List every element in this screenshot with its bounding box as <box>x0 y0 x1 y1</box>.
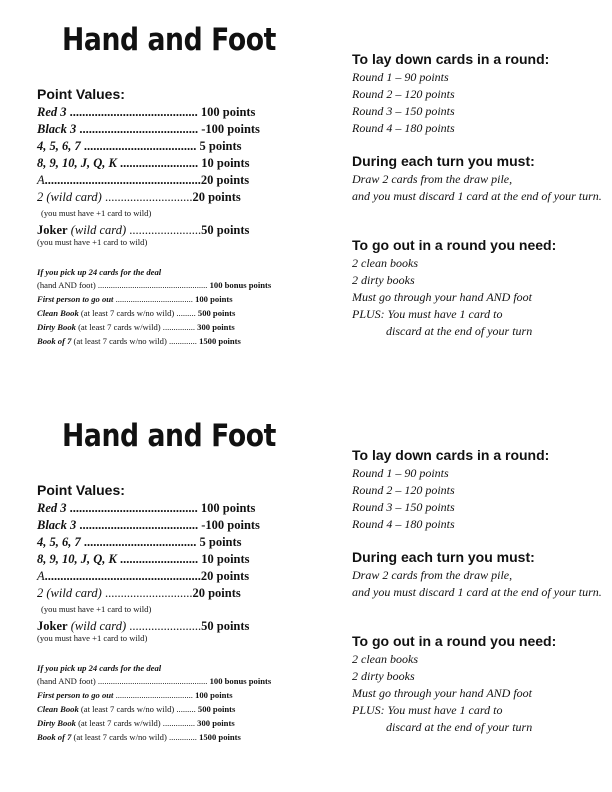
point-row-red3: Red 3 ......................................... 100 points <box>37 105 256 119</box>
go-out-line: 2 clean books <box>352 652 418 666</box>
wild-note: (you must have +1 card to wild) <box>41 604 152 614</box>
bonus-row-first-out: First person to go out .................................... 100 points <box>37 690 233 700</box>
round-line: Round 4 – 180 points <box>352 517 455 531</box>
bonus-row-dirty-book: Dirty Book (at least 7 cards w/wild) ............... 300 points <box>37 718 235 728</box>
bonus-row-dirty-book: Dirty Book (at least 7 cards w/wild) ............... 300 points <box>37 322 235 332</box>
turn-line: Draw 2 cards from the draw pile, <box>352 172 513 186</box>
go-out-line: 2 clean books <box>352 256 418 270</box>
go-out-line: discard at the end of your turn <box>386 720 533 734</box>
point-row-black3: Black 3 ...................................... -100 points <box>37 122 260 136</box>
point-row-wild2: 2 (wild card) ............................20 points <box>37 190 241 204</box>
wild-note: (you must have +1 card to wild) <box>37 633 148 643</box>
point-row-4-7: 4, 5, 6, 7 .................................... 5 points <box>37 535 242 549</box>
go-out-line: PLUS: You must have 1 card to <box>352 307 503 321</box>
point-row-joker: Joker (wild card) .......................50 points <box>37 223 250 237</box>
point-values-heading: Point Values: <box>37 482 125 498</box>
point-row-red3: Red 3 ......................................... 100 points <box>37 501 256 515</box>
go-out-heading: To go out in a round you need: <box>352 237 557 253</box>
turn-line: and you must discard 1 card at the end of your turn. <box>352 585 602 599</box>
round-line: Round 2 – 120 points <box>352 483 455 497</box>
lay-down-heading: To lay down cards in a round: <box>352 447 550 463</box>
bonus-row-clean-book: Clean Book (at least 7 cards w/no wild) ......... 500 points <box>37 308 236 318</box>
bonus-pickup: If you pick up 24 cards for the deal <box>37 663 162 673</box>
round-line: Round 3 – 150 points <box>352 500 455 514</box>
wild-note: (you must have +1 card to wild) <box>37 237 148 247</box>
page-title: Hand and Foot <box>62 418 276 454</box>
go-out-line: PLUS: You must have 1 card to <box>352 703 503 717</box>
turn-line: Draw 2 cards from the draw pile, <box>352 568 513 582</box>
point-row-4-7: 4, 5, 6, 7 .................................... 5 points <box>37 139 242 153</box>
go-out-line: Must go through your hand AND foot <box>352 686 533 700</box>
point-row-ace: A..................................................20 points <box>37 173 250 187</box>
each-turn-heading: During each turn you must: <box>352 153 535 169</box>
round-line: Round 4 – 180 points <box>352 121 455 135</box>
bonus-pickup-row: (hand AND foot) ................................................... 100 bonus points <box>37 280 272 290</box>
bonus-pickup-row: (hand AND foot) ................................................... 100 bonus points <box>37 676 272 686</box>
lay-down-heading: To lay down cards in a round: <box>352 51 550 67</box>
bonus-row-clean-book: Clean Book (at least 7 cards w/no wild) ......... 500 points <box>37 704 236 714</box>
go-out-heading: To go out in a round you need: <box>352 633 557 649</box>
round-line: Round 1 – 90 points <box>352 466 449 480</box>
round-line: Round 1 – 90 points <box>352 70 449 84</box>
point-row-ace: A..................................................20 points <box>37 569 250 583</box>
point-row-8-k: 8, 9, 10, J, Q, K ......................... 10 points <box>37 552 250 566</box>
bonus-row-book-of-7: Book of 7 (at least 7 cards w/no wild) ............. 1500 points <box>37 336 241 346</box>
bonus-pickup: If you pick up 24 cards for the deal <box>37 267 162 277</box>
page-title: Hand and Foot <box>62 22 276 58</box>
point-row-black3: Black 3 ...................................... -100 points <box>37 518 260 532</box>
round-line: Round 3 – 150 points <box>352 104 455 118</box>
bonus-row-first-out: First person to go out .................................... 100 points <box>37 294 233 304</box>
each-turn-heading: During each turn you must: <box>352 549 535 565</box>
point-row-joker: Joker (wild card) .......................50 points <box>37 619 250 633</box>
card-bottom <box>0 396 612 792</box>
go-out-line: Must go through your hand AND foot <box>352 290 533 304</box>
point-row-8-k: 8, 9, 10, J, Q, K ......................... 10 points <box>37 156 250 170</box>
go-out-line: discard at the end of your turn <box>386 324 533 338</box>
point-row-wild2: 2 (wild card) ............................20 points <box>37 586 241 600</box>
bonus-row-book-of-7: Book of 7 (at least 7 cards w/no wild) ............. 1500 points <box>37 732 241 742</box>
turn-line: and you must discard 1 card at the end of your turn. <box>352 189 602 203</box>
wild-note: (you must have +1 card to wild) <box>41 208 152 218</box>
point-values-heading: Point Values: <box>37 86 125 102</box>
round-line: Round 2 – 120 points <box>352 87 455 101</box>
go-out-line: 2 dirty books <box>352 669 415 683</box>
go-out-line: 2 dirty books <box>352 273 415 287</box>
